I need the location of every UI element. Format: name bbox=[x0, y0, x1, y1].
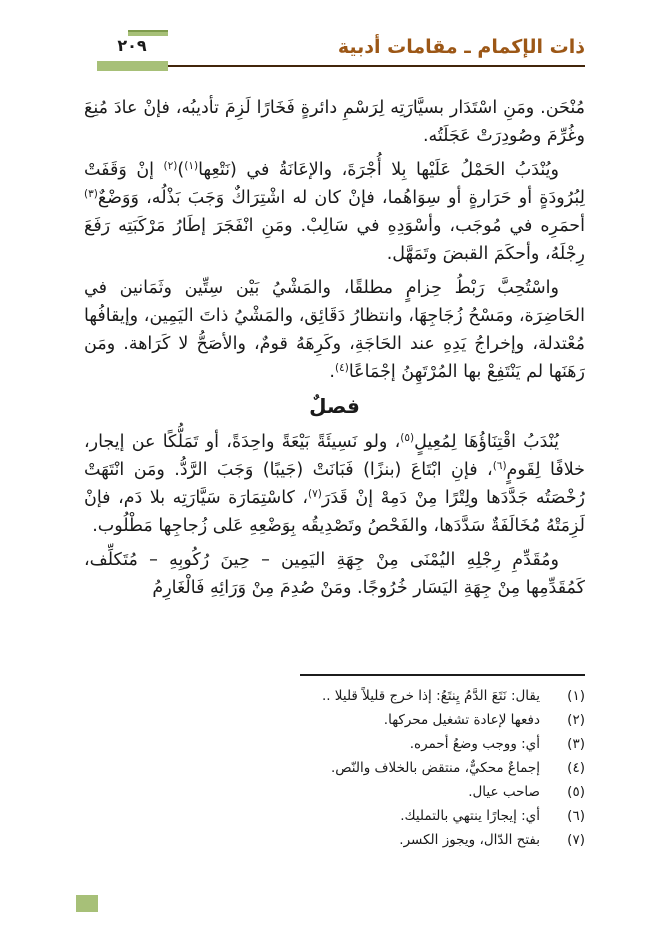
footnote-separator bbox=[300, 674, 585, 676]
footnote-item bbox=[84, 756, 585, 780]
footnote-number: (٧) bbox=[567, 832, 585, 848]
footnote-ref: (٦) bbox=[492, 460, 507, 472]
paragraph: ومُقَدِّمِ رِجْلِهِ اليُمْنَى مِنْ جِهَةِ اليَمِين – حِينَ رُكُوبِهِ – مُتَكلِّف، كَمُقَدِّمِها مِنْ جِهَةِ اليَسَار خُرُوجًا. ومَنْ صُدِمَ مِنْ وَرَائِهِ فَالْغَارِمُ bbox=[84, 550, 585, 598]
footnote-ref: (٧) bbox=[308, 488, 322, 500]
footnote-number: (٢) bbox=[567, 712, 585, 728]
footnote-ref: (٤) bbox=[334, 362, 349, 374]
footnote-ref: (٢) bbox=[163, 160, 178, 172]
footer-ornament bbox=[76, 895, 98, 912]
body-text bbox=[84, 94, 585, 608]
footnote-item bbox=[84, 708, 585, 732]
footnote-ref: (٥) bbox=[400, 432, 415, 444]
page-number: ٢٠٩ bbox=[117, 36, 147, 55]
footnote-item bbox=[84, 804, 585, 828]
paragraph: يُنْدَبُ اقْتِنَاؤُهَا لِمُعِيلٍ$^{(٥)}$، ولو نَسِيئَةً بَيْعَةً واحِدَةً، أو تَمَلُّكًا عن إيجار، خلافًا لِقَومٍ$^{(٦)}$، فإنِ ابْتَاعَ (بنزًا) فَبَانَتْ (جَيبًا) وَجَبَ الرَّدُّ. ومَن انْتَهَتْ رُخْصَتُه جَدَّدَها ولِتْرًا مِنْ دَمِهْ إنْ قَدَرَ$^{(٧)}$، كاسْتِمَارَة سَيَّارَتِه بلا دَم، فإنْ لَزِمَتْهُ مُخَالَفَةٌ سَدَّدَها، والفَحْصُ وتَصْدِيقُه بِوَضْعِهِ عَلى زُجاجِها مَطْلُوب. bbox=[84, 432, 585, 536]
footnote-item bbox=[84, 732, 585, 756]
footnote-text: أي: إيجارًا ينتهي بالتمليك. bbox=[400, 808, 540, 824]
paragraph: واسْتُحِبَّ رَبْطُ حِزامٍ مطلقًا، والمَشْيُ بَيْن سِتِّين وثَمَانين في الحَاضِرَة، ومَسْحُ زُجَاجِهَا، وانتظارُ دَقَائِق، والمَشْيُ ذاتَ اليَمِين، وإيقافُها مُعْتدلة، وإخراجُ يَدِهِ عند الحَاجَةِ، وكَرِهَهُ قومٌ، والأصَحُّ لا كَرَاهة. ومَن رَهَنَها لم يَنْتَفِعْ بها المُرْتَهِنُ إجْمَاعًا$^{(٤)}$. bbox=[84, 278, 585, 382]
footnote-text: صاحب عيال. bbox=[468, 784, 540, 800]
footnote-text: أي: ووجب وضعُ أحمره. bbox=[409, 736, 540, 752]
footnote-number: (٥) bbox=[567, 784, 585, 800]
footnote-text: إجماعٌ محكيٌّ، منتقض بالخلاف والنّص. bbox=[330, 760, 540, 776]
footnote-item bbox=[84, 828, 585, 852]
footnote-ref: (١) bbox=[184, 160, 199, 172]
footnote-number: (٤) bbox=[567, 760, 585, 776]
header-rule bbox=[168, 65, 585, 67]
footnote-ref: (٣) bbox=[84, 188, 98, 200]
footnote-number: (١) bbox=[567, 688, 585, 704]
footnote-text: بفتح الدّال، ويجوز الكسر. bbox=[399, 832, 540, 848]
footnote-item bbox=[84, 780, 585, 804]
footnote-text: دفعها لإعادة تشغيل محركها. bbox=[383, 712, 540, 728]
footnote-text: يقال: نَتَعَ الدَّمُ يِنتَعُ: إذا خرج قليلاً قليلا .. bbox=[321, 688, 540, 704]
paragraph: ويُنْدَبُ الحَمْلُ عَلَيْها بِلا أُجْرَةَ، والإعَانَةُ في (نَتْعِها$^{(١)}$)$^{(٢)}$ إنْ وَقَفَتْ لِبُرُودَةٍ أو حَرَارةٍ أو سِوَاهُما، فإنْ كان له اشْتِرَاكٌ وَجَبَ بَذْلُه، وَوَضْعٌ$^{(٣)}$ أحمَرِه في مُوجَب، وأسْوَدِهِ في سَالِبْ. ومَنِ انْفَجَرَ إطَارُ مَرْكَبَتِه رَفَعَ رِجْلَهُ، وأحكَمَ القبضَ وتَمَهَّل. bbox=[84, 160, 585, 264]
footnote-item bbox=[84, 684, 585, 708]
book-title: ذات الإكمام ـ مقامات أدبية bbox=[337, 36, 585, 58]
footnote-number: (٣) bbox=[567, 736, 585, 752]
section-heading: فصلٌ bbox=[309, 394, 360, 418]
header-ornament-bottom bbox=[97, 61, 168, 71]
footnote-number: (٦) bbox=[567, 808, 585, 824]
footnotes bbox=[84, 684, 585, 852]
paragraph: مُنْحَن. ومَنِ اسْتَدَار بسيَّارَتِه لِرَسْمِ دائرةٍ فَخَارًا لَزِمَ تأديبُه، فإنْ عادَ مُنِعَ وغُرِّمَ وصُودِرَتْ عَجَلَتُه. bbox=[84, 98, 585, 146]
